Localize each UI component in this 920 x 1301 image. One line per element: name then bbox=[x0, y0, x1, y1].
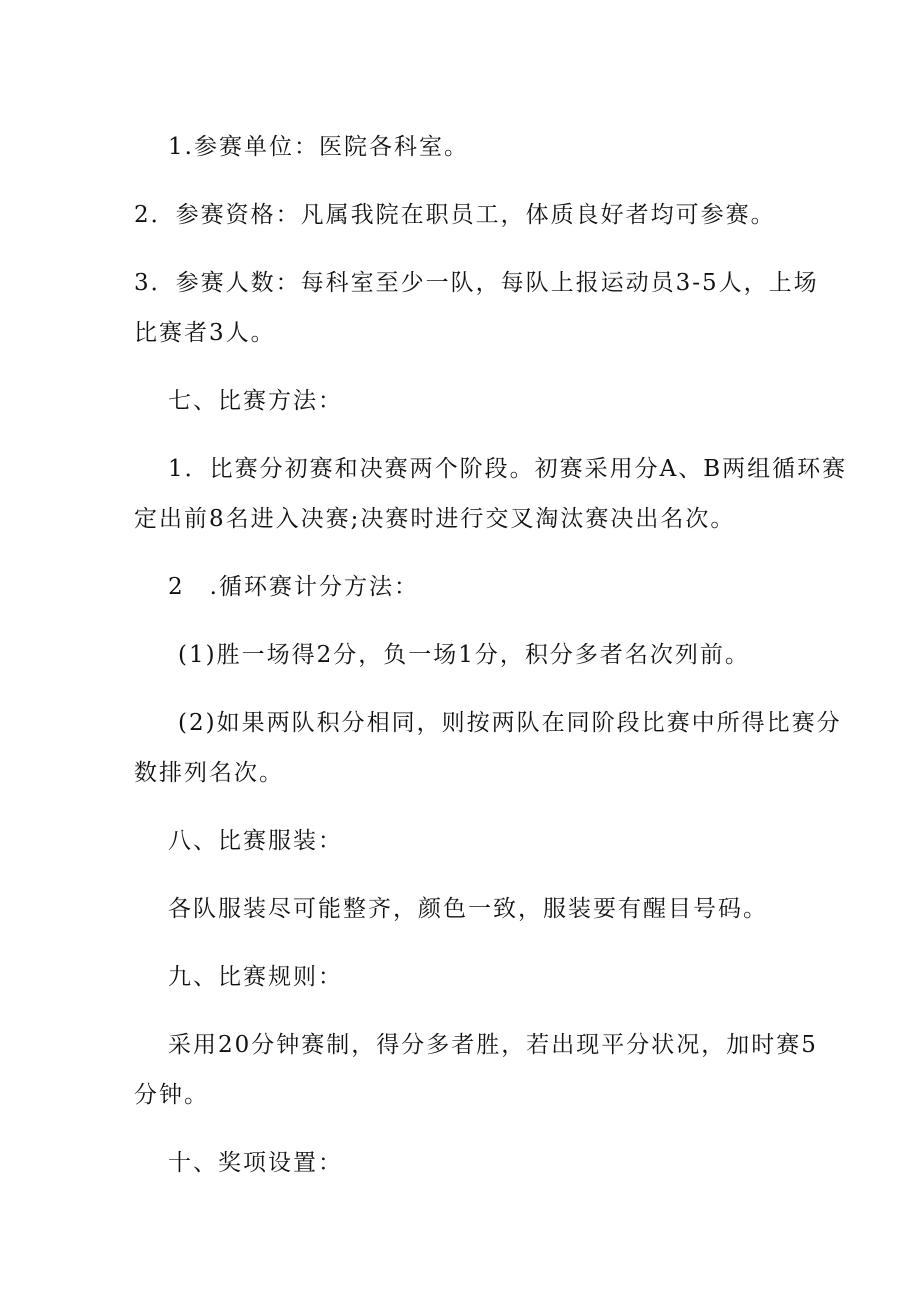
heading-competition-method: 七、比赛方法： bbox=[168, 388, 343, 414]
heading-awards: 十、奖项设置： bbox=[168, 1150, 343, 1176]
item-stages-line1: 1．比赛分初赛和决赛两个阶段。初赛采用分A、B两组循环赛 bbox=[168, 456, 848, 482]
item-stages-line2: 定出前8名进入决赛;决赛时进行交叉淘汰赛决出名次。 bbox=[134, 506, 736, 532]
item-eligibility: 2．参赛资格：凡属我院在职员工，体质良好者均可参赛。 bbox=[134, 202, 776, 228]
item-match-rule-line2: 分钟。 bbox=[134, 1082, 209, 1108]
item-scoring-method: 2 .循环赛计分方法： bbox=[168, 574, 419, 600]
item-attire-rule: 各队服装尽可能整齐，颜色一致，服装要有醒目号码。 bbox=[168, 896, 768, 922]
item-scoring-rule-1: (1)胜一场得2分，负一场1分，积分多者名次列前。 bbox=[178, 642, 750, 668]
heading-competition-attire: 八、比赛服装： bbox=[168, 828, 343, 854]
item-scoring-rule-2-line2: 数排列名次。 bbox=[134, 760, 284, 786]
item-scoring-rule-2-line1: (2)如果两队积分相同，则按两队在同阶段比赛中所得比赛分 bbox=[178, 710, 842, 736]
heading-competition-rules: 九、比赛规则： bbox=[168, 964, 343, 990]
item-team-size-line1: 3．参赛人数：每科室至少一队，每队上报运动员3-5人，上场 bbox=[134, 270, 819, 296]
item-team-size-line2: 比赛者3人。 bbox=[134, 320, 276, 346]
item-participating-units: 1.参赛单位：医院各科室。 bbox=[168, 134, 469, 160]
item-match-rule-line1: 采用20分钟赛制，得分多者胜，若出现平分状况，加时赛5 bbox=[168, 1032, 818, 1058]
